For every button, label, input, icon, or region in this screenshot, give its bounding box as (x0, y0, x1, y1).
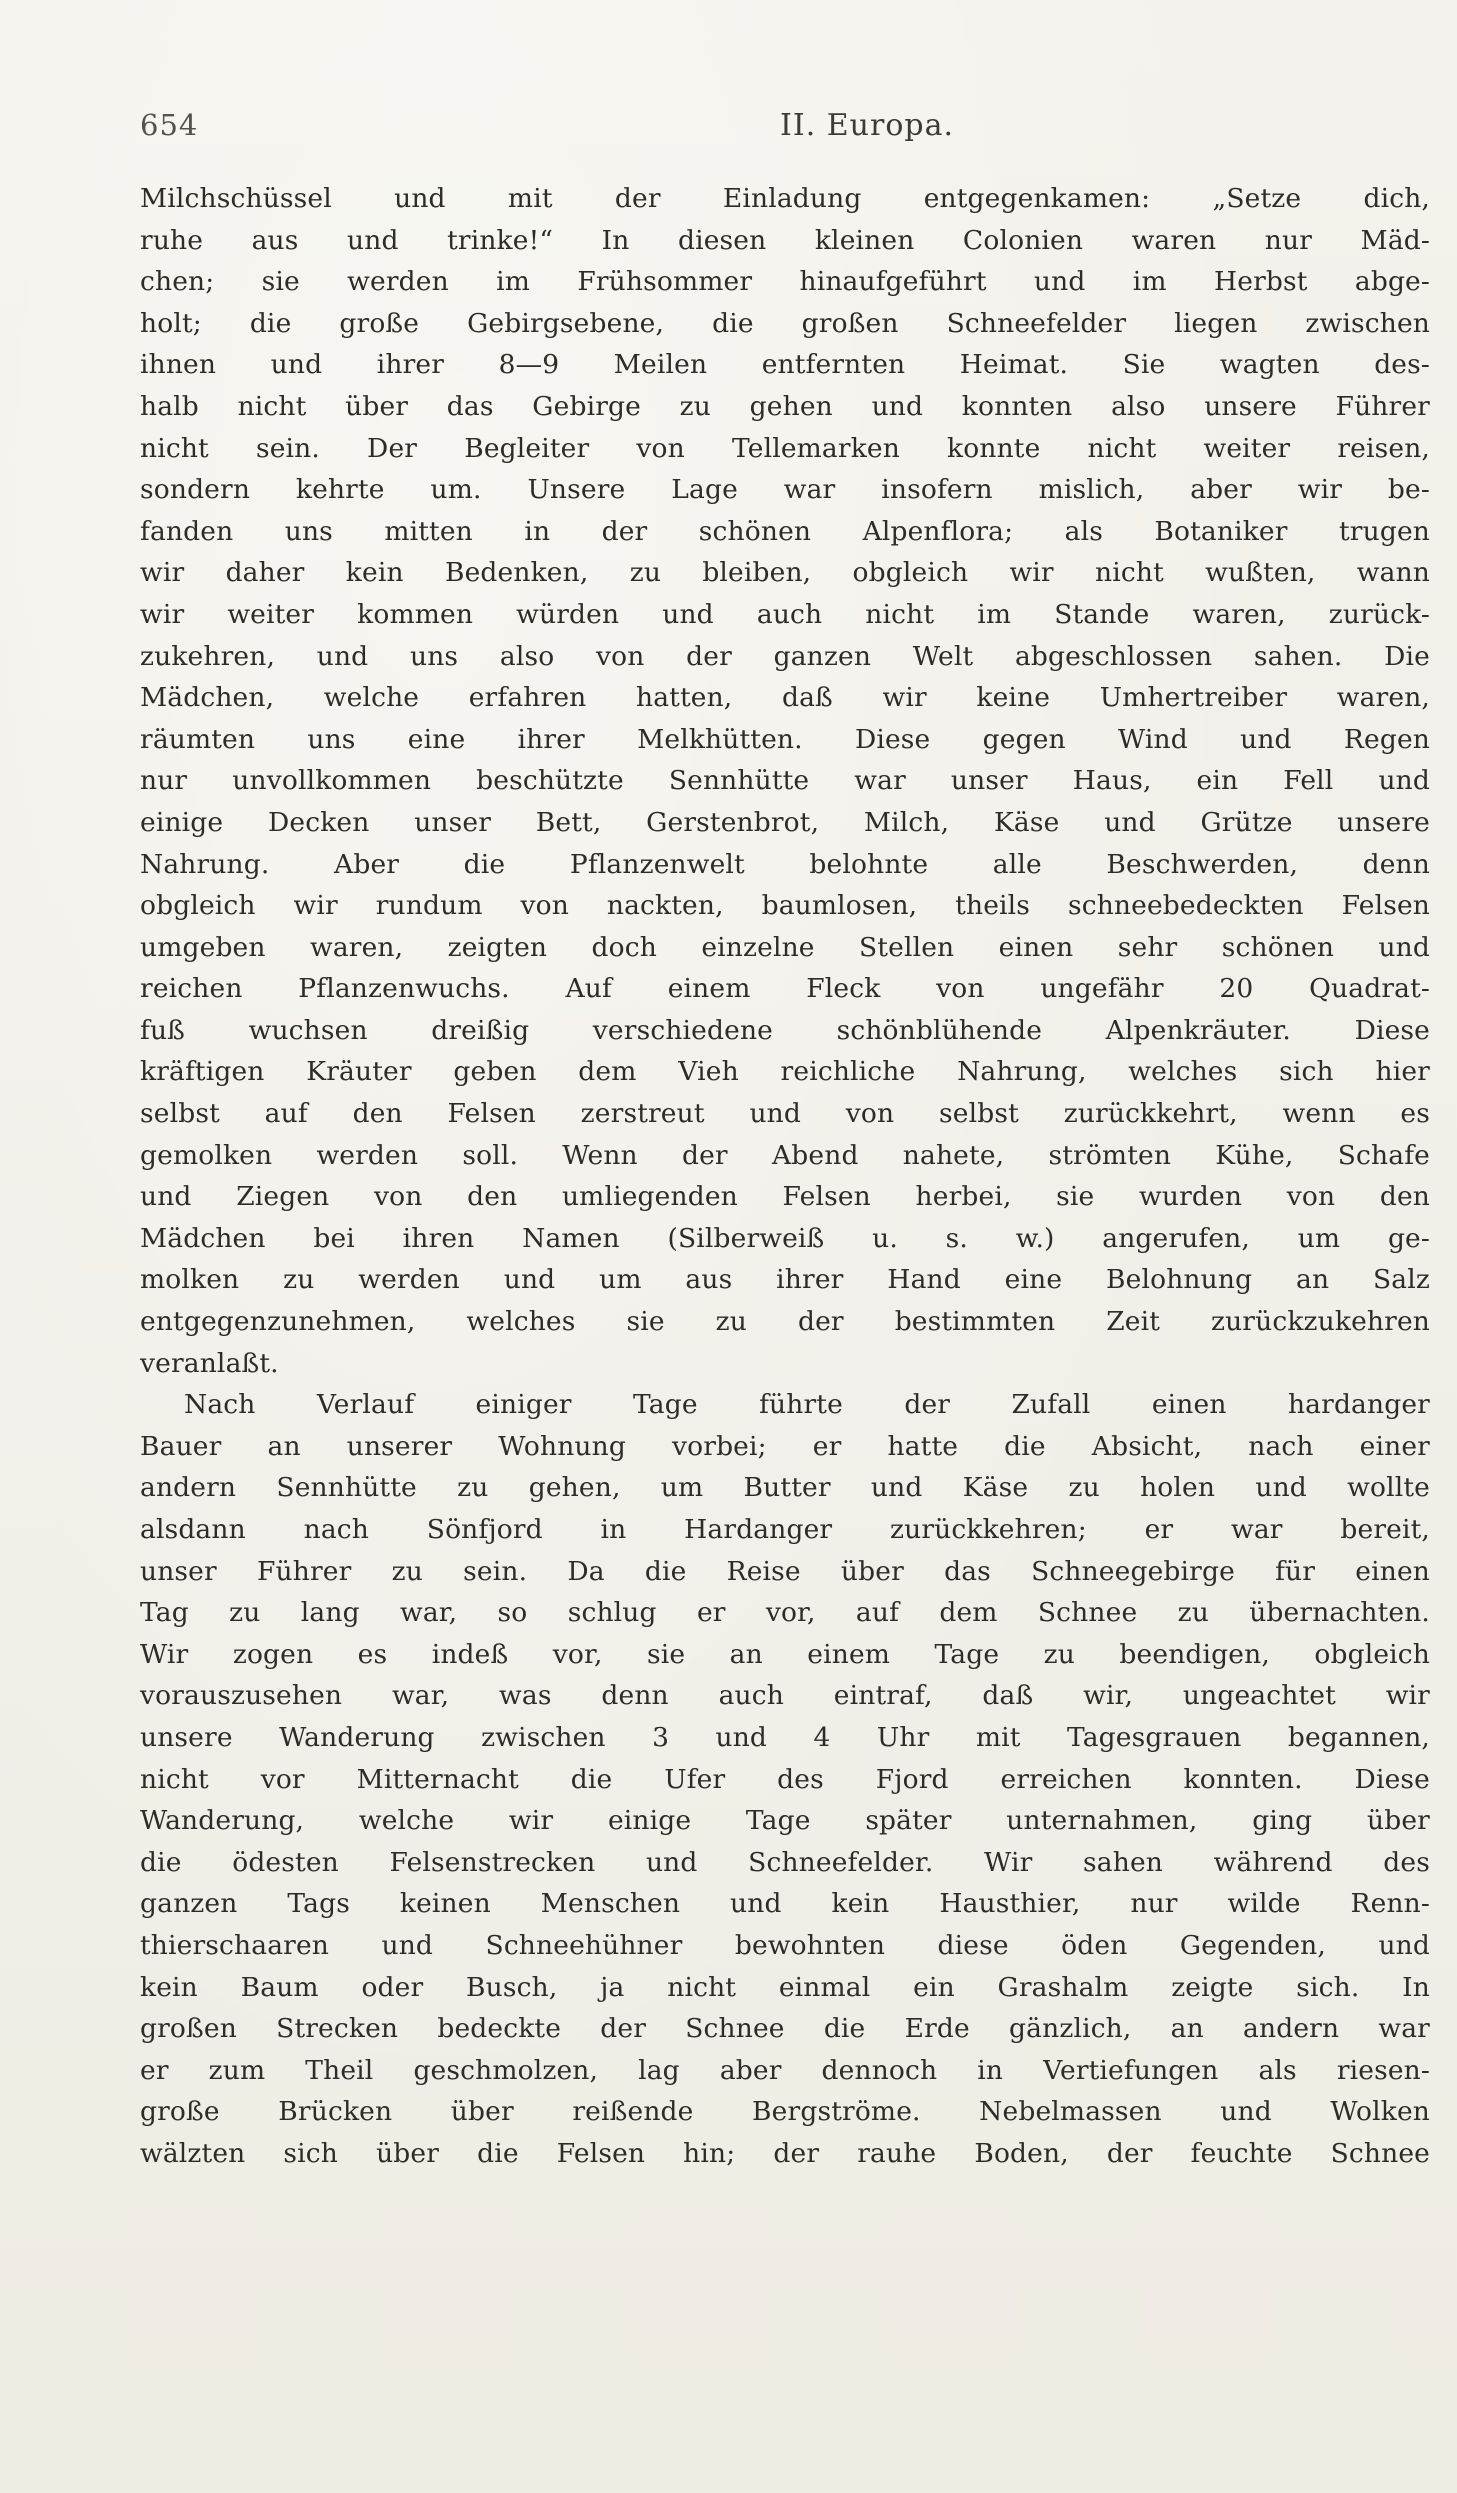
text-line: wir weiter kommen würden und auch nicht im Stande waren, zurück- (140, 598, 1430, 630)
text-line: thierschaaren und Schneehühner bewohnten diese öden Gegenden, und (140, 1929, 1430, 1961)
body-text (140, 178, 1430, 2175)
text-line: wir daher kein Bedenken, zu bleiben, obgleich wir nicht wußten, wann (140, 557, 1430, 589)
text-line: Wir zogen es indeß vor, sie an einem Tage zu beendigen, obgleich (140, 1638, 1430, 1670)
text-line: sondern kehrte um. Unsere Lage war insofern mislich, aber wir be- (140, 474, 1430, 506)
text-line: ihnen und ihrer 8—9 Meilen entfernten Heimat. Sie wagten des- (140, 349, 1430, 381)
running-head: II. Europa. (780, 108, 955, 143)
text-line: andern Sennhütte zu gehen, um Butter und Käse zu holen und wollte (140, 1472, 1430, 1504)
text-line: gemolken werden soll. Wenn der Abend nahete, strömten Kühe, Schafe (140, 1139, 1430, 1171)
text-line: molken zu werden und um aus ihrer Hand eine Belohnung an Salz (140, 1264, 1430, 1296)
text-line: Mädchen bei ihren Namen (Silberweiß u. s. w.) angerufen, um ge- (140, 1222, 1430, 1254)
text-line: umgeben waren, zeigten doch einzelne Stellen einen sehr schönen und (140, 931, 1430, 963)
text-line: vorauszusehen war, was denn auch eintraf, daß wir, ungeachtet wir (140, 1680, 1430, 1712)
text-line: Bauer an unserer Wohnung vorbei; er hatte die Absicht, nach einer (140, 1430, 1430, 1462)
text-line: er zum Theil geschmolzen, lag aber dennoch in Vertiefungen als riesen- (140, 2054, 1430, 2086)
text-line: und Ziegen von den umliegenden Felsen herbei, sie wurden von den (140, 1181, 1430, 1213)
text-line: Nahrung. Aber die Pflanzenwelt belohnte alle Beschwerden, denn (140, 848, 1430, 880)
text-line: obgleich wir rundum von nackten, baumlosen, theils schneebedeckten Felsen (140, 890, 1430, 922)
text-line: die ödesten Felsenstrecken und Schneefelder. Wir sahen während des (140, 1846, 1430, 1878)
text-line: halb nicht über das Gebirge zu gehen und konnten also unsere Führer (140, 390, 1430, 422)
text-line: Tag zu lang war, so schlug er vor, auf dem Schnee zu übernachten. (140, 1597, 1430, 1629)
text-line: selbst auf den Felsen zerstreut und von selbst zurückkehrt, wenn es (140, 1098, 1430, 1130)
text-line: unser Führer zu sein. Da die Reise über das Schneegebirge für einen (140, 1555, 1430, 1587)
text-line: fuß wuchsen dreißig verschiedene schönblühende Alpenkräuter. Diese (140, 1014, 1430, 1046)
text-line: chen; sie werden im Frühsommer hinaufgeführt und im Herbst abge- (140, 266, 1430, 298)
page-number: 654 (140, 108, 199, 142)
text-line: Mädchen, welche erfahren hatten, daß wir keine Umhertreiber waren, (140, 682, 1430, 714)
text-line: Milchschüssel und mit der Einladung entgegenkamen: „Setze dich, (140, 183, 1430, 214)
text-line: alsdann nach Sönfjord in Hardanger zurückkehren; er war bereit, (140, 1514, 1430, 1545)
text-line: kräftigen Kräuter geben dem Vieh reichliche Nahrung, welches sich hier (140, 1056, 1430, 1088)
page-header (140, 108, 1430, 148)
text-line: ruhe aus und trinke!“ In diesen kleinen Colonien waren nur Mäd- (140, 224, 1430, 256)
text-line: nicht vor Mitternacht die Ufer des Fjord erreichen konnten. Diese (140, 1763, 1430, 1795)
text-line: Wanderung, welche wir einige Tage später unternahmen, ging über (140, 1805, 1430, 1837)
text-line: nur unvollkommen beschützte Sennhütte war unser Haus, ein Fell und (140, 765, 1430, 797)
text-line: wälzten sich über die Felsen hin; der rauhe Boden, der feuchte Schnee (140, 2137, 1430, 2169)
text-line: entgegenzunehmen, welches sie zu der bestimmten Zeit zurückzukehren (140, 1306, 1430, 1338)
text-line: einige Decken unser Bett, Gerstenbrot, Milch, Käse und Grütze unsere (140, 806, 1430, 838)
text-line: zukehren, und uns also von der ganzen Welt abgeschlossen sahen. Die (140, 640, 1430, 672)
text-line: reichen Pflanzenwuchs. Auf einem Fleck von ungefähr 20 Quadrat- (140, 973, 1430, 1005)
text-line: kein Baum oder Busch, ja nicht einmal ein Grashalm zeigte sich. In (140, 1971, 1430, 2003)
text-line: ganzen Tags keinen Menschen und kein Hausthier, nur wilde Renn- (140, 1888, 1430, 1920)
text-line: unsere Wanderung zwischen 3 und 4 Uhr mit Tagesgrauen begannen, (140, 1721, 1430, 1753)
text-line: fanden uns mitten in der schönen Alpenflora; als Botaniker trugen (140, 515, 1430, 547)
text-line-paragraph-end: veranlaßt. (140, 1347, 279, 1379)
text-line: räumten uns eine ihrer Melkhütten. Diese gegen Wind und Regen (140, 723, 1430, 755)
text-line: nicht sein. Der Begleiter von Tellemarken konnte nicht weiter reisen, (140, 432, 1430, 464)
text-line: große Brücken über reißende Bergströme. Nebelmassen und Wolken (140, 2096, 1430, 2128)
text-line-paragraph-start: Nach Verlauf einiger Tage führte der Zufall einen hardanger (184, 1389, 1430, 1421)
text-line: großen Strecken bedeckte der Schnee die Erde gänzlich, an andern war (140, 2013, 1430, 2045)
text-line: holt; die große Gebirgsebene, die großen Schneefelder liegen zwischen (140, 307, 1430, 339)
